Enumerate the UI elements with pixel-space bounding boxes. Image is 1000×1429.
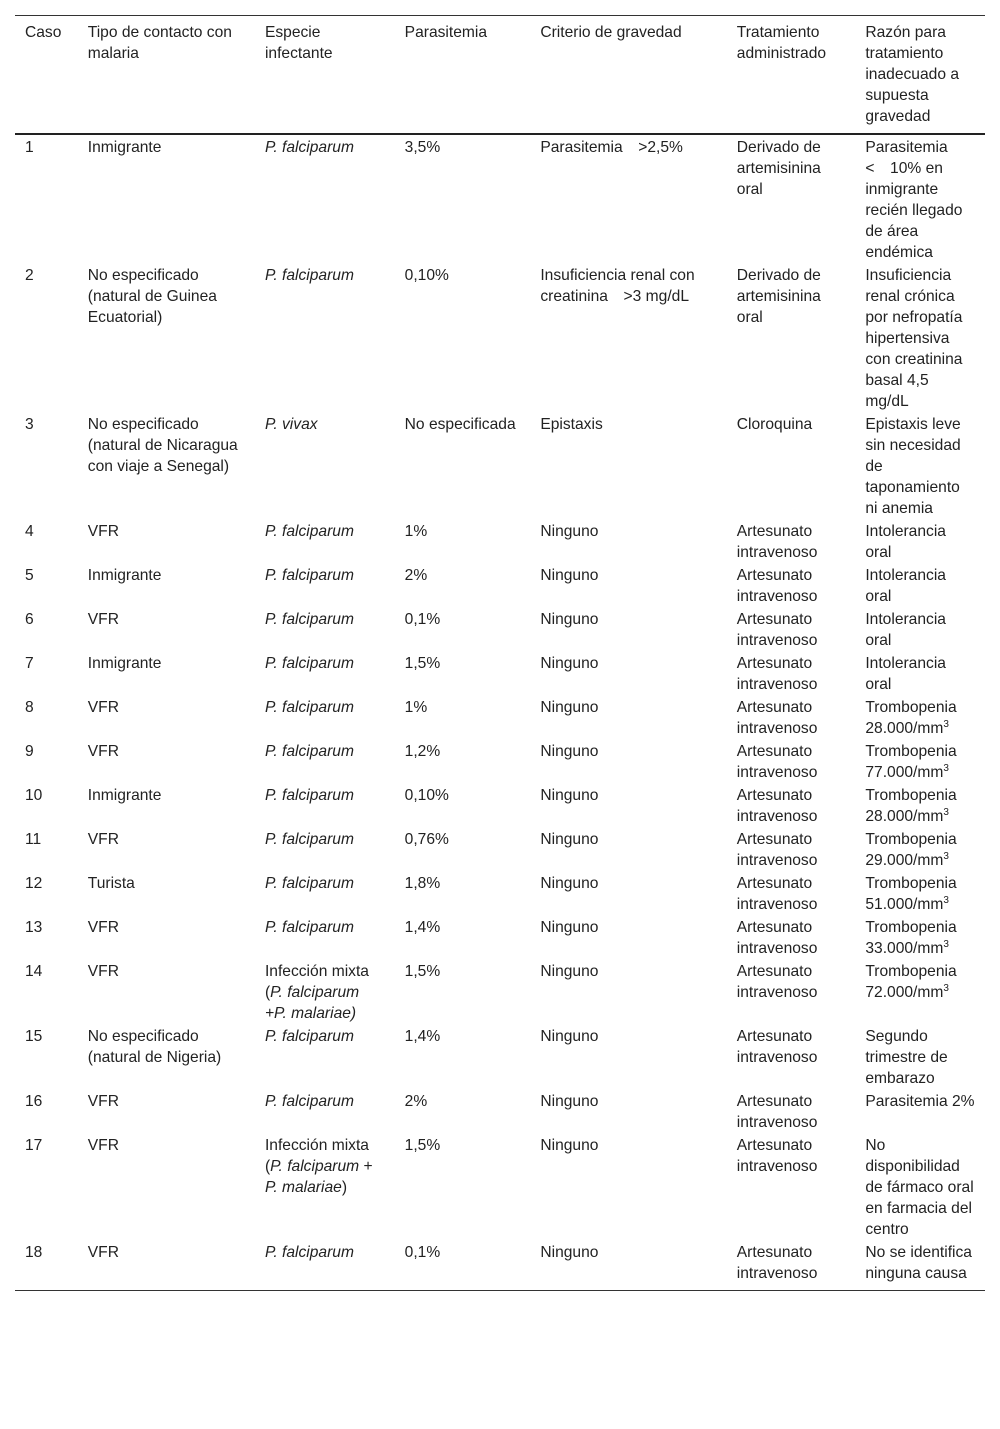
cell-especie	[255, 916, 395, 960]
cell-caso: 2	[25, 267, 34, 284]
cell-razon	[855, 960, 985, 1025]
cell-especie	[255, 608, 395, 652]
species-name: P. falciparum	[264, 743, 354, 760]
cell-criterio: Epistaxis	[540, 416, 603, 433]
razon-text: Trombopenia 28.000/mm	[865, 787, 957, 825]
table-row	[15, 1025, 985, 1090]
cell-criterio: Ninguno	[540, 699, 599, 716]
cell-razon	[855, 696, 985, 740]
table-row	[15, 564, 985, 608]
cell-criterio: Ninguno	[540, 1028, 599, 1045]
cell-criterio: Ninguno	[540, 1244, 599, 1261]
header-tipo-contacto: Tipo de contacto con malaria	[87, 24, 232, 62]
cell-caso: 18	[25, 1244, 43, 1261]
cell-tipo-contacto: Inmigrante	[87, 787, 162, 804]
cell-especie	[255, 696, 395, 740]
cell-razon	[855, 520, 985, 564]
species-name: P. falciparum	[264, 1093, 354, 1110]
cell-razon	[855, 872, 985, 916]
species-name: P. vivax	[264, 416, 318, 433]
species-name: P. falciparum	[264, 611, 354, 628]
header-criterio: Criterio de gravedad	[540, 24, 682, 41]
cell-razon	[855, 1134, 985, 1241]
razon-text: No disponibilidad de fármaco oral en farmacia del centro	[865, 1137, 974, 1238]
cell-parasitemia: 3,5%	[404, 139, 441, 156]
cell-parasitemia: 1,8%	[404, 875, 441, 892]
cell-tipo-contacto: VFR	[87, 611, 119, 628]
species-name: P. falciparum	[264, 523, 354, 540]
cell-criterio: Ninguno	[540, 963, 599, 980]
cell-especie	[255, 520, 395, 564]
species-text: Infección mixta (	[264, 1137, 369, 1175]
cell-razon	[855, 134, 985, 264]
table-row	[15, 1090, 985, 1134]
species-name: P. falciparum	[264, 919, 354, 936]
cell-tratamiento: Artesunato intravenoso	[736, 963, 818, 1001]
cell-parasitemia: 1,4%	[404, 919, 441, 936]
cell-criterio: Ninguno	[540, 831, 599, 848]
cell-parasitemia: 1,2%	[404, 743, 441, 760]
cell-tratamiento: Artesunato intravenoso	[736, 1028, 818, 1066]
cell-tratamiento: Artesunato intravenoso	[736, 919, 818, 957]
unit-superscript: 3	[943, 938, 949, 950]
cell-razon	[855, 828, 985, 872]
razon-text: Segundo trimestre de embarazo	[865, 1028, 948, 1087]
cell-tratamiento: Artesunato intravenoso	[736, 1137, 818, 1175]
razon-text: Intolerancia oral	[865, 523, 946, 561]
razon-text: Intolerancia oral	[865, 567, 946, 605]
cell-criterio: Ninguno	[540, 1137, 599, 1154]
cell-parasitemia: 0,1%	[404, 611, 441, 628]
razon-text: Intolerancia oral	[865, 655, 946, 693]
cell-tipo-contacto: VFR	[87, 831, 119, 848]
species-name: P. falciparum	[270, 1158, 360, 1175]
table-row	[15, 872, 985, 916]
cell-especie	[255, 1025, 395, 1090]
razon-text: Intolerancia oral	[865, 611, 946, 649]
cell-razon	[855, 564, 985, 608]
cell-caso: 17	[25, 1137, 43, 1154]
species-name: P. falciparum	[264, 1244, 354, 1261]
species-name: P. falciparum	[264, 699, 354, 716]
unit-superscript: 3	[943, 982, 949, 994]
species-name: P. falciparum	[264, 787, 354, 804]
cell-tratamiento: Derivado de artemisinina oral	[736, 139, 821, 198]
cell-tipo-contacto: No especificado (natural de Nigeria)	[87, 1028, 222, 1066]
cell-criterio: Ninguno	[540, 787, 599, 804]
cell-criterio: Ninguno	[540, 919, 599, 936]
species-name: P. falciparum	[264, 567, 354, 584]
unit-superscript: 3	[943, 894, 949, 906]
razon-text: Insuficiencia renal crónica por nefropatía hipertensiva con creatinina basal 4,5 mg/dL	[865, 267, 963, 410]
cell-caso: 10	[25, 787, 43, 804]
cell-parasitemia: 2%	[404, 1093, 428, 1110]
table-row	[15, 1134, 985, 1241]
cell-criterio: Ninguno	[540, 611, 599, 628]
cell-razon	[855, 916, 985, 960]
species-text: )	[341, 1179, 348, 1196]
cell-especie	[255, 564, 395, 608]
cell-especie	[255, 652, 395, 696]
cell-especie	[255, 264, 395, 413]
cell-parasitemia: 1,5%	[404, 963, 441, 980]
razon-text: Trombopenia 72.000/mm	[865, 963, 957, 1001]
razon-text: No se identifica ninguna causa	[865, 1244, 972, 1282]
razon-text: Parasitemia 2%	[865, 1093, 975, 1110]
cell-tipo-contacto: VFR	[87, 963, 119, 980]
species-text: +	[359, 1158, 373, 1175]
cell-tipo-contacto: VFR	[87, 523, 119, 540]
cell-tipo-contacto: VFR	[87, 1093, 119, 1110]
cell-razon	[855, 264, 985, 413]
cell-tipo-contacto: Inmigrante	[87, 567, 162, 584]
cell-especie	[255, 740, 395, 784]
razon-text: Trombopenia 28.000/mm	[865, 699, 957, 737]
cell-tratamiento: Cloroquina	[736, 416, 813, 433]
cell-razon	[855, 652, 985, 696]
cell-parasitemia: 1,5%	[404, 1137, 441, 1154]
cell-especie	[255, 1134, 395, 1241]
cell-razon	[855, 413, 985, 520]
table-row	[15, 134, 985, 264]
cell-parasitemia: 1%	[404, 523, 428, 540]
table-row	[15, 828, 985, 872]
cell-tipo-contacto: VFR	[87, 699, 119, 716]
cell-razon	[855, 1241, 985, 1291]
header-caso: Caso	[25, 24, 62, 41]
species-text: Infección mixta (	[264, 963, 369, 1001]
header-tratamiento: Tratamiento administrado	[736, 24, 827, 62]
cell-tratamiento: Artesunato intravenoso	[736, 875, 818, 913]
cell-tratamiento: Artesunato intravenoso	[736, 655, 818, 693]
header-razon: Razón para tratamiento inadecuado a supuesta gravedad	[865, 24, 959, 125]
cell-especie	[255, 784, 395, 828]
cell-parasitemia: No especificada	[404, 416, 516, 433]
cell-parasitemia: 1,4%	[404, 1028, 441, 1045]
table-row	[15, 520, 985, 564]
unit-superscript: 3	[943, 718, 949, 730]
cell-especie	[255, 960, 395, 1025]
header-especie: Especie infectante	[264, 24, 333, 62]
cell-tratamiento: Artesunato intravenoso	[736, 1244, 818, 1282]
table-row	[15, 264, 985, 413]
cell-tipo-contacto: Inmigrante	[87, 655, 162, 672]
cell-especie	[255, 828, 395, 872]
cell-parasitemia: 0,1%	[404, 1244, 441, 1261]
cell-tipo-contacto: Inmigrante	[87, 139, 162, 156]
cell-caso: 11	[25, 831, 42, 848]
cell-razon	[855, 1025, 985, 1090]
cell-razon	[855, 608, 985, 652]
cell-tratamiento: Artesunato intravenoso	[736, 831, 818, 869]
cell-tipo-contacto: VFR	[87, 919, 119, 936]
razon-text: Epistaxis leve sin necesidad de taponamiento ni anemia	[865, 416, 961, 517]
cell-caso: 5	[25, 567, 34, 584]
cell-tipo-contacto: No especificado (natural de Guinea Ecuatorial)	[87, 267, 217, 326]
cell-razon	[855, 740, 985, 784]
table-row	[15, 696, 985, 740]
cell-tipo-contacto: VFR	[87, 1244, 119, 1261]
table-body	[15, 134, 985, 1291]
cell-especie	[255, 872, 395, 916]
table-row	[15, 960, 985, 1025]
cell-criterio: Ninguno	[540, 523, 599, 540]
cell-parasitemia: 0,76%	[404, 831, 449, 848]
header-parasitemia: Parasitemia	[404, 24, 488, 41]
cell-caso: 7	[25, 655, 34, 672]
species-name: P. falciparum	[264, 139, 354, 156]
cell-tipo-contacto: VFR	[87, 743, 119, 760]
table-row	[15, 916, 985, 960]
razon-text: Trombopenia 33.000/mm	[865, 919, 957, 957]
cell-caso: 15	[25, 1028, 43, 1045]
cell-criterio: Insuficiencia renal con creatinina >3 mg/dL	[540, 267, 695, 305]
cell-parasitemia: 0,10%	[404, 787, 449, 804]
cell-caso: 1	[25, 139, 34, 156]
table-row	[15, 608, 985, 652]
cell-caso: 8	[25, 699, 34, 716]
cell-caso: 9	[25, 743, 34, 760]
species-name: P. falciparum	[264, 1028, 354, 1045]
table-row	[15, 1241, 985, 1291]
species-name: P. falciparum	[264, 655, 354, 672]
cell-tipo-contacto: Turista	[87, 875, 135, 892]
cell-tratamiento: Artesunato intravenoso	[736, 787, 818, 825]
cell-tratamiento: Artesunato intravenoso	[736, 611, 818, 649]
species-name: P. falciparum +P. malariae)	[264, 984, 360, 1022]
table-row	[15, 784, 985, 828]
cell-tratamiento: Artesunato intravenoso	[736, 1093, 818, 1131]
cell-tratamiento: Artesunato intravenoso	[736, 567, 818, 605]
cell-tipo-contacto: VFR	[87, 1137, 119, 1154]
cases-table	[15, 15, 985, 1291]
cell-razon	[855, 784, 985, 828]
cell-criterio: Ninguno	[540, 1093, 599, 1110]
cell-caso: 3	[25, 416, 34, 433]
species-name: P. falciparum	[264, 875, 354, 892]
cell-caso: 13	[25, 919, 43, 936]
cell-tipo-contacto: No especificado (natural de Nicaragua con viaje a Senegal)	[87, 416, 238, 475]
cell-especie	[255, 134, 395, 264]
species-name: P. falciparum	[264, 267, 354, 284]
species-name: P. malariae	[264, 1179, 342, 1196]
unit-superscript: 3	[943, 806, 949, 818]
unit-superscript: 3	[943, 762, 949, 774]
cell-parasitemia: 0,10%	[404, 267, 449, 284]
razon-text: Trombopenia 51.000/mm	[865, 875, 957, 913]
cell-especie	[255, 1241, 395, 1291]
cell-caso: 14	[25, 963, 43, 980]
cell-especie	[255, 413, 395, 520]
cell-parasitemia: 1%	[404, 699, 428, 716]
cell-criterio: Ninguno	[540, 875, 599, 892]
cell-criterio: Ninguno	[540, 655, 599, 672]
cell-especie	[255, 1090, 395, 1134]
table-row	[15, 413, 985, 520]
razon-text: Trombopenia 77.000/mm	[865, 743, 957, 781]
table-row	[15, 652, 985, 696]
cell-caso: 6	[25, 611, 34, 628]
cell-parasitemia: 2%	[404, 567, 428, 584]
cell-tratamiento: Artesunato intravenoso	[736, 699, 818, 737]
cell-tratamiento: Artesunato intravenoso	[736, 523, 818, 561]
table-row	[15, 740, 985, 784]
unit-superscript: 3	[943, 850, 949, 862]
razon-text: Trombopenia 29.000/mm	[865, 831, 957, 869]
cell-criterio: Parasitemia >2,5%	[540, 139, 683, 156]
species-name: P. falciparum	[264, 831, 354, 848]
cell-caso: 12	[25, 875, 43, 892]
cell-criterio: Ninguno	[540, 567, 599, 584]
cell-criterio: Ninguno	[540, 743, 599, 760]
cell-caso: 4	[25, 523, 34, 540]
cell-tratamiento: Derivado de artemisinina oral	[736, 267, 821, 326]
cell-parasitemia: 1,5%	[404, 655, 441, 672]
header-row	[15, 16, 985, 135]
table-header	[15, 16, 985, 135]
razon-text: Parasitemia < 10% en inmigrante recién llegado de área endémica	[865, 139, 963, 261]
cell-tratamiento: Artesunato intravenoso	[736, 743, 818, 781]
cell-caso: 16	[25, 1093, 43, 1110]
cell-razon	[855, 1090, 985, 1134]
